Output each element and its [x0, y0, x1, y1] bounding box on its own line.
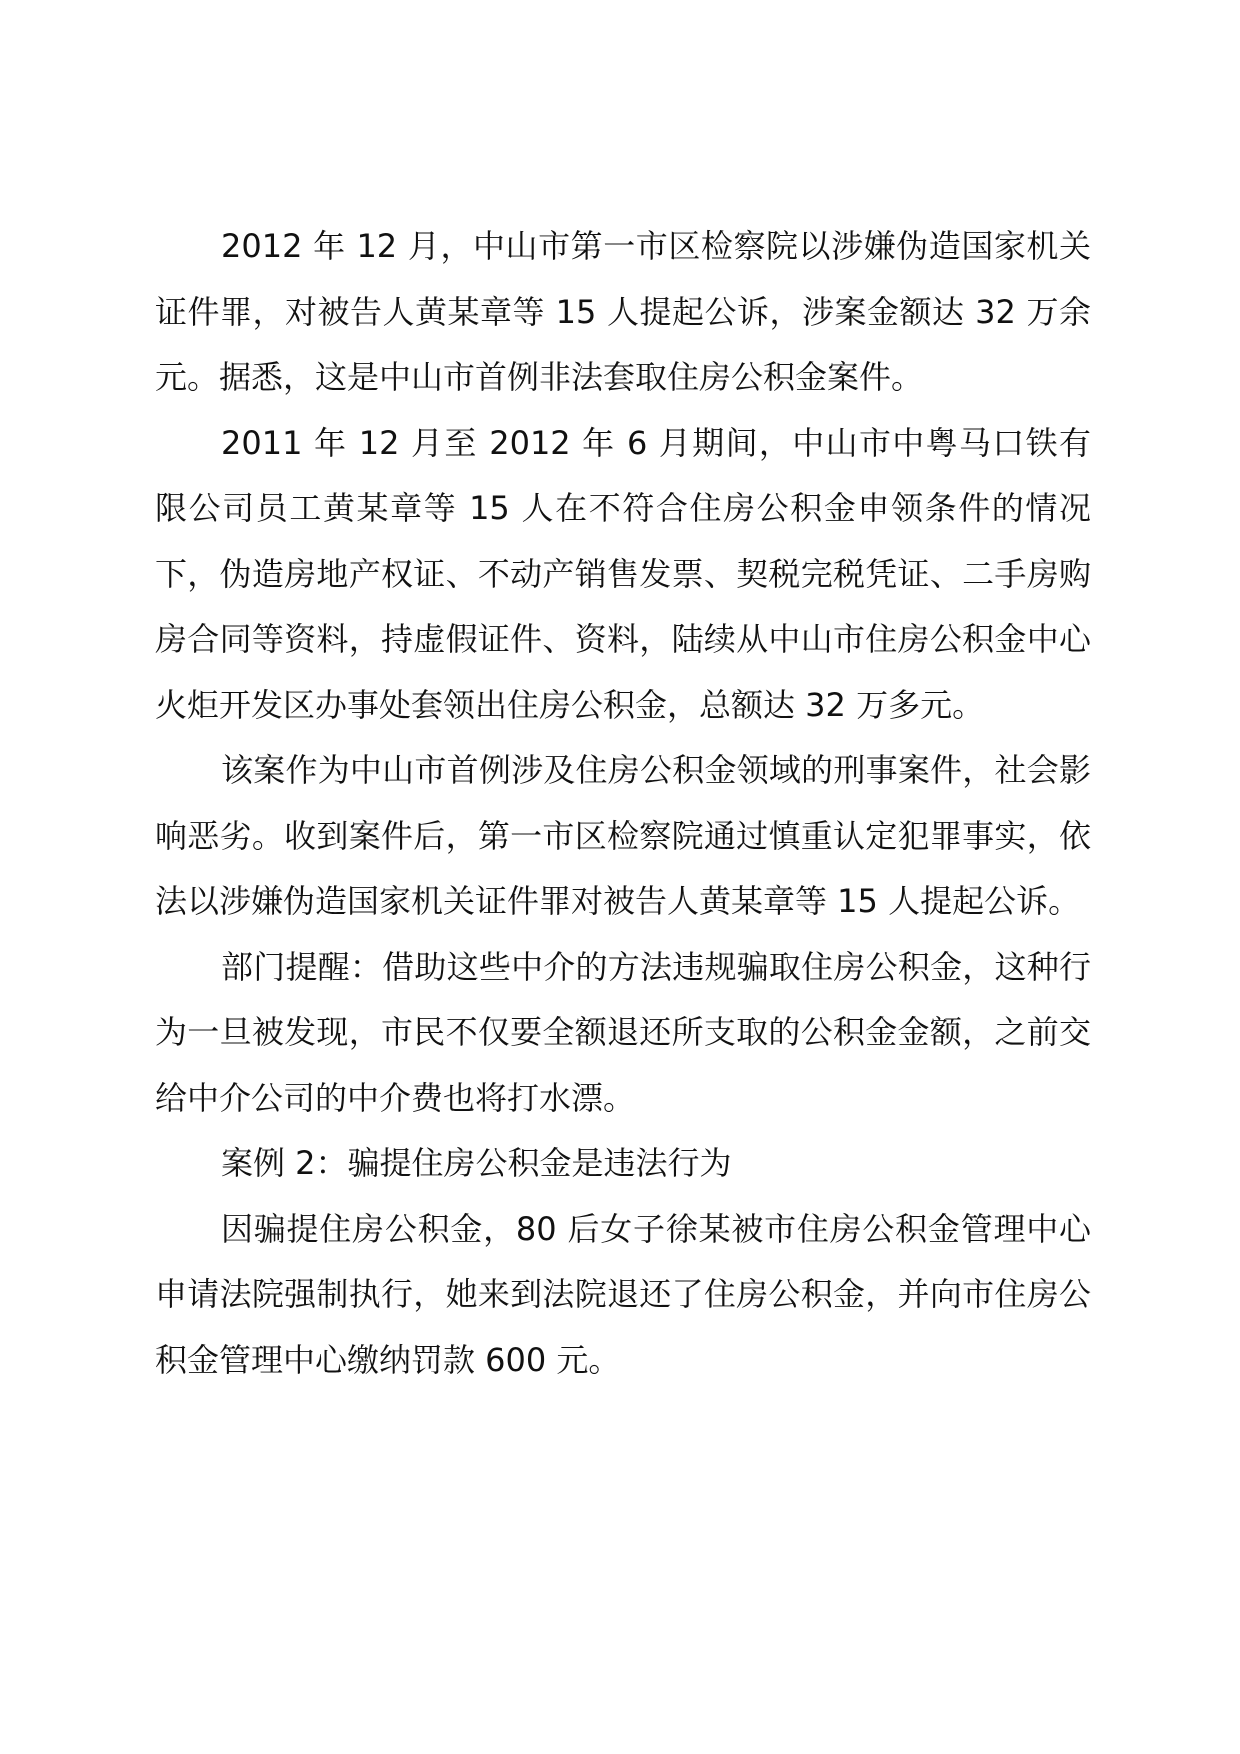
paragraph-department-reminder: 部门提醒：借助这些中介的方法违规骗取住房公积金，这种行为一旦被发现，市民不仅要全额退还所支取的公积金金额，之前交给中介公司的中介费也将打水漂。 [155, 947, 1091, 1117]
paragraph-case-2-details: 因骗提住房公积金，80 后女子徐某被市住房公积金管理中心申请法院强制执行，她来到法院退还了住房公积金，并向市住房公积金管理中心缴纳罚款 600 元。 [155, 1209, 1091, 1379]
paragraph-case-2-heading: 案例 2：骗提住房公积金是违法行为 [221, 1144, 732, 1182]
paragraph-case-details: 2011 年 12 月至 2012 年 6 月期间，中山市中粤马口铁有限公司员工黄某章等 15 人在不符合住房公积金申领条件的情况下，伪造房地产权证、不动产销售发票、契税完税凭证、二手房购房合同等资料，持虚假证件、资料，陆续从中山市住房公积金中心火炬开发区办事处套领出住房公积金，总额达 32 万多元。 [155, 423, 1091, 724]
paragraph-prosecution: 该案作为中山市首例涉及住房公积金领域的刑事案件，社会影响恶劣。收到案件后，第一市区检察院通过慎重认定犯罪事实，依法以涉嫌伪造国家机关证件罪对被告人黄某章等 15 人提起公诉。 [155, 751, 1091, 920]
document-body [155, 214, 1091, 1393]
paragraph-case-summary: 2012 年 12 月，中山市第一市区检察院以涉嫌伪造国家机关证件罪，对被告人黄某章等 15 人提起公诉，涉案金额达 32 万余元。据悉，这是中山市首例非法套取住房公积金案件。 [155, 227, 1091, 396]
